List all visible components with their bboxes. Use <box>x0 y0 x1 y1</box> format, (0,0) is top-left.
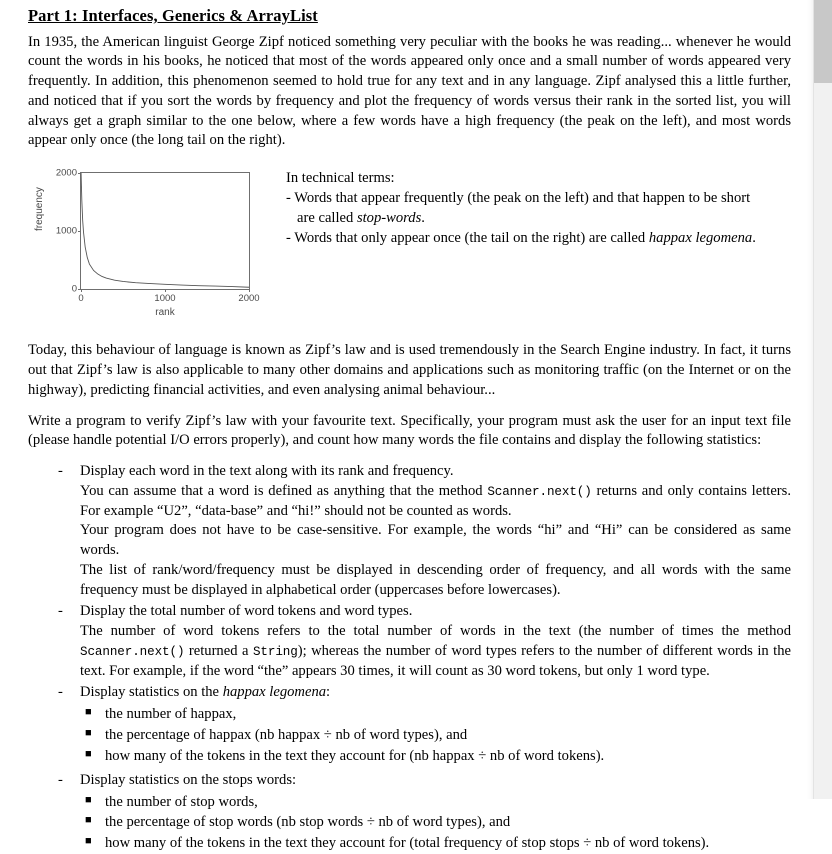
square-bullet-icon: ■ <box>85 814 92 827</box>
chart-ytick-0: 0 <box>71 283 77 295</box>
happax-text-post: . <box>752 229 756 246</box>
list-item-label: the number of happax, <box>105 706 237 723</box>
dash-marker: - <box>58 463 63 480</box>
page-title: Part 1: Interfaces, Generics & ArrayList <box>28 6 318 25</box>
bullet-lead: Display statistics on the stops words: <box>80 771 297 788</box>
stopwords-term: stop-words <box>356 209 422 226</box>
chart-xtick-2000: 2000 <box>238 293 260 305</box>
requirements-list <box>28 462 791 703</box>
list-item <box>55 602 791 681</box>
stopwords-text-pre: are called <box>297 209 357 226</box>
list-item <box>55 771 791 791</box>
square-bullet-icon: ■ <box>85 747 92 760</box>
today-paragraph: Today, this behaviour of language is known as Zipf’s law and is used tremendously in the Search Engine industry. In fact, it turns out that Zipf’s law is also applicable to many other domains and applications such as monitoring traffic (on the Internet or on the highway), predicting financial activities, and even analysing animal behaviour... <box>28 342 791 398</box>
list-item-label: the percentage of happax (nb happax ÷ nb of word types), and <box>105 727 468 744</box>
detail-mid: returned a <box>184 642 253 659</box>
stopwords-section-list <box>28 771 791 791</box>
sidenote-heading: In technical terms: <box>286 170 395 187</box>
bullet-detail <box>80 482 791 522</box>
square-bullet-icon: ■ <box>85 835 92 848</box>
happax-term: happax legomena <box>648 229 753 246</box>
chart-ytick-2000: 2000 <box>55 167 77 179</box>
bullet-lead: Display each word in the text along with its rank and frequency. <box>80 463 454 480</box>
technical-terms-note <box>276 163 791 248</box>
chart-xtick-1000: 1000 <box>154 293 176 305</box>
list-item <box>55 462 791 600</box>
code-scanner-next: Scanner.next() <box>80 644 185 659</box>
list-item <box>81 705 791 725</box>
list-item <box>81 813 791 833</box>
code-string: String <box>252 644 298 659</box>
stopwords-text-post: . <box>421 209 425 226</box>
bullet-lead: Display the total number of word tokens and word types. <box>80 603 413 620</box>
sidenote-bullet-happax <box>286 229 791 249</box>
list-item-label: how many of the tokens in the text they account for (nb happax ÷ nb of word tokens). <box>105 747 605 764</box>
chart-ytick-1000: 1000 <box>55 225 77 237</box>
list-item-label: the number of stop words, <box>105 793 258 810</box>
list-item <box>81 726 791 746</box>
intro-paragraph: In 1935, the American linguist George Zipf noticed something very peculiar with the books he was reading... whenever he would count the words in his books, he noticed that most of the words appeared only once and a small number of words appeared very frequently. In addition, this phenomenon seemed to hold true for any text and in any language. Zipf analysed this a little further, and noticed that if you sort the words by frequency and plot the frequency of words versus their rank in the sorted list, you will always get a graph similar to the one below, where a few words have a high frequency (the peak on the left), and most words appear only once (the long tail on the right). <box>28 33 791 149</box>
bullet-lead <box>80 683 791 703</box>
dash-marker: - <box>58 771 63 788</box>
happax-lead-pre: Display statistics on the <box>80 684 223 701</box>
list-item-label: how many of the tokens in the text they account for (total frequency of stop stops ÷ nb of word tokens). <box>105 835 710 852</box>
chart-y-axis-label: frequency <box>34 187 45 232</box>
list-item-label: the percentage of stop words (nb stop words ÷ nb of word types), and <box>105 814 511 831</box>
code-scanner-next: Scanner.next() <box>487 484 592 499</box>
zipf-chart-figure <box>28 163 276 323</box>
detail-post: returns and only contains letters. For example “U2”, “data-base” and “hi!” should not be counted as words. <box>80 482 791 519</box>
scrollbar-thumb[interactable] <box>814 0 832 83</box>
figure-and-sidenote-row <box>28 163 791 323</box>
happax-text-pre: - Words that only appear once (the tail on the right) are called <box>286 229 649 246</box>
detail-pre: You can assume that a word is defined as anything that the method <box>80 482 488 499</box>
list-item <box>81 793 791 813</box>
square-bullet-icon: ■ <box>85 706 92 719</box>
happax-legomena-term: happax legomena <box>222 684 327 701</box>
sidenote-bullet-stopwords-line1: - Words that appear frequently (the peak on the left) and that happen to be short <box>286 190 751 207</box>
stopwords-stats-list <box>28 793 791 854</box>
list-item <box>55 683 791 703</box>
chart-plot-area <box>55 167 260 305</box>
happax-lead-post: : <box>326 684 331 701</box>
dash-marker: - <box>58 603 63 620</box>
dash-marker: - <box>58 684 63 701</box>
chart-xtick-0: 0 <box>78 293 84 305</box>
chart <box>28 163 276 323</box>
detail-pre: The number of word tokens refers to the total number of words in the text (the number of times the method <box>80 623 791 640</box>
task-paragraph: Write a program to verify Zipf’s law with your favourite text. Specifically, your program must ask the user for an input text file (please handle potential I/O errors properly), and count how many words the file contains and display the following statistics: <box>28 412 791 449</box>
square-bullet-icon: ■ <box>85 793 92 806</box>
bullet-detail: Your program does not have to be case-sensitive. For example, the words “hi” and “Hi” can be considered as same words. <box>80 522 791 559</box>
chart-curve <box>81 173 249 289</box>
list-item <box>81 834 791 854</box>
sidenote-bullet-stopwords-line2 <box>286 209 791 229</box>
vertical-scrollbar[interactable] <box>813 0 832 799</box>
chart-x-axis-label: rank <box>155 307 175 319</box>
detail-post: ); whereas the number of word types refers to the number of different words in the text. For example, if the word “the” appears 30 times, it will count as 30 word tokens, but only 1 word type. <box>80 642 791 679</box>
happax-stats-list <box>28 705 791 767</box>
list-item <box>81 747 791 767</box>
bullet-detail <box>80 622 791 681</box>
bullet-detail: The list of rank/word/frequency must be displayed in descending order of frequency, and all words with the same frequency must be displayed in alphabetical order (uppercases before lowercases). <box>80 561 791 598</box>
square-bullet-icon: ■ <box>85 727 92 740</box>
